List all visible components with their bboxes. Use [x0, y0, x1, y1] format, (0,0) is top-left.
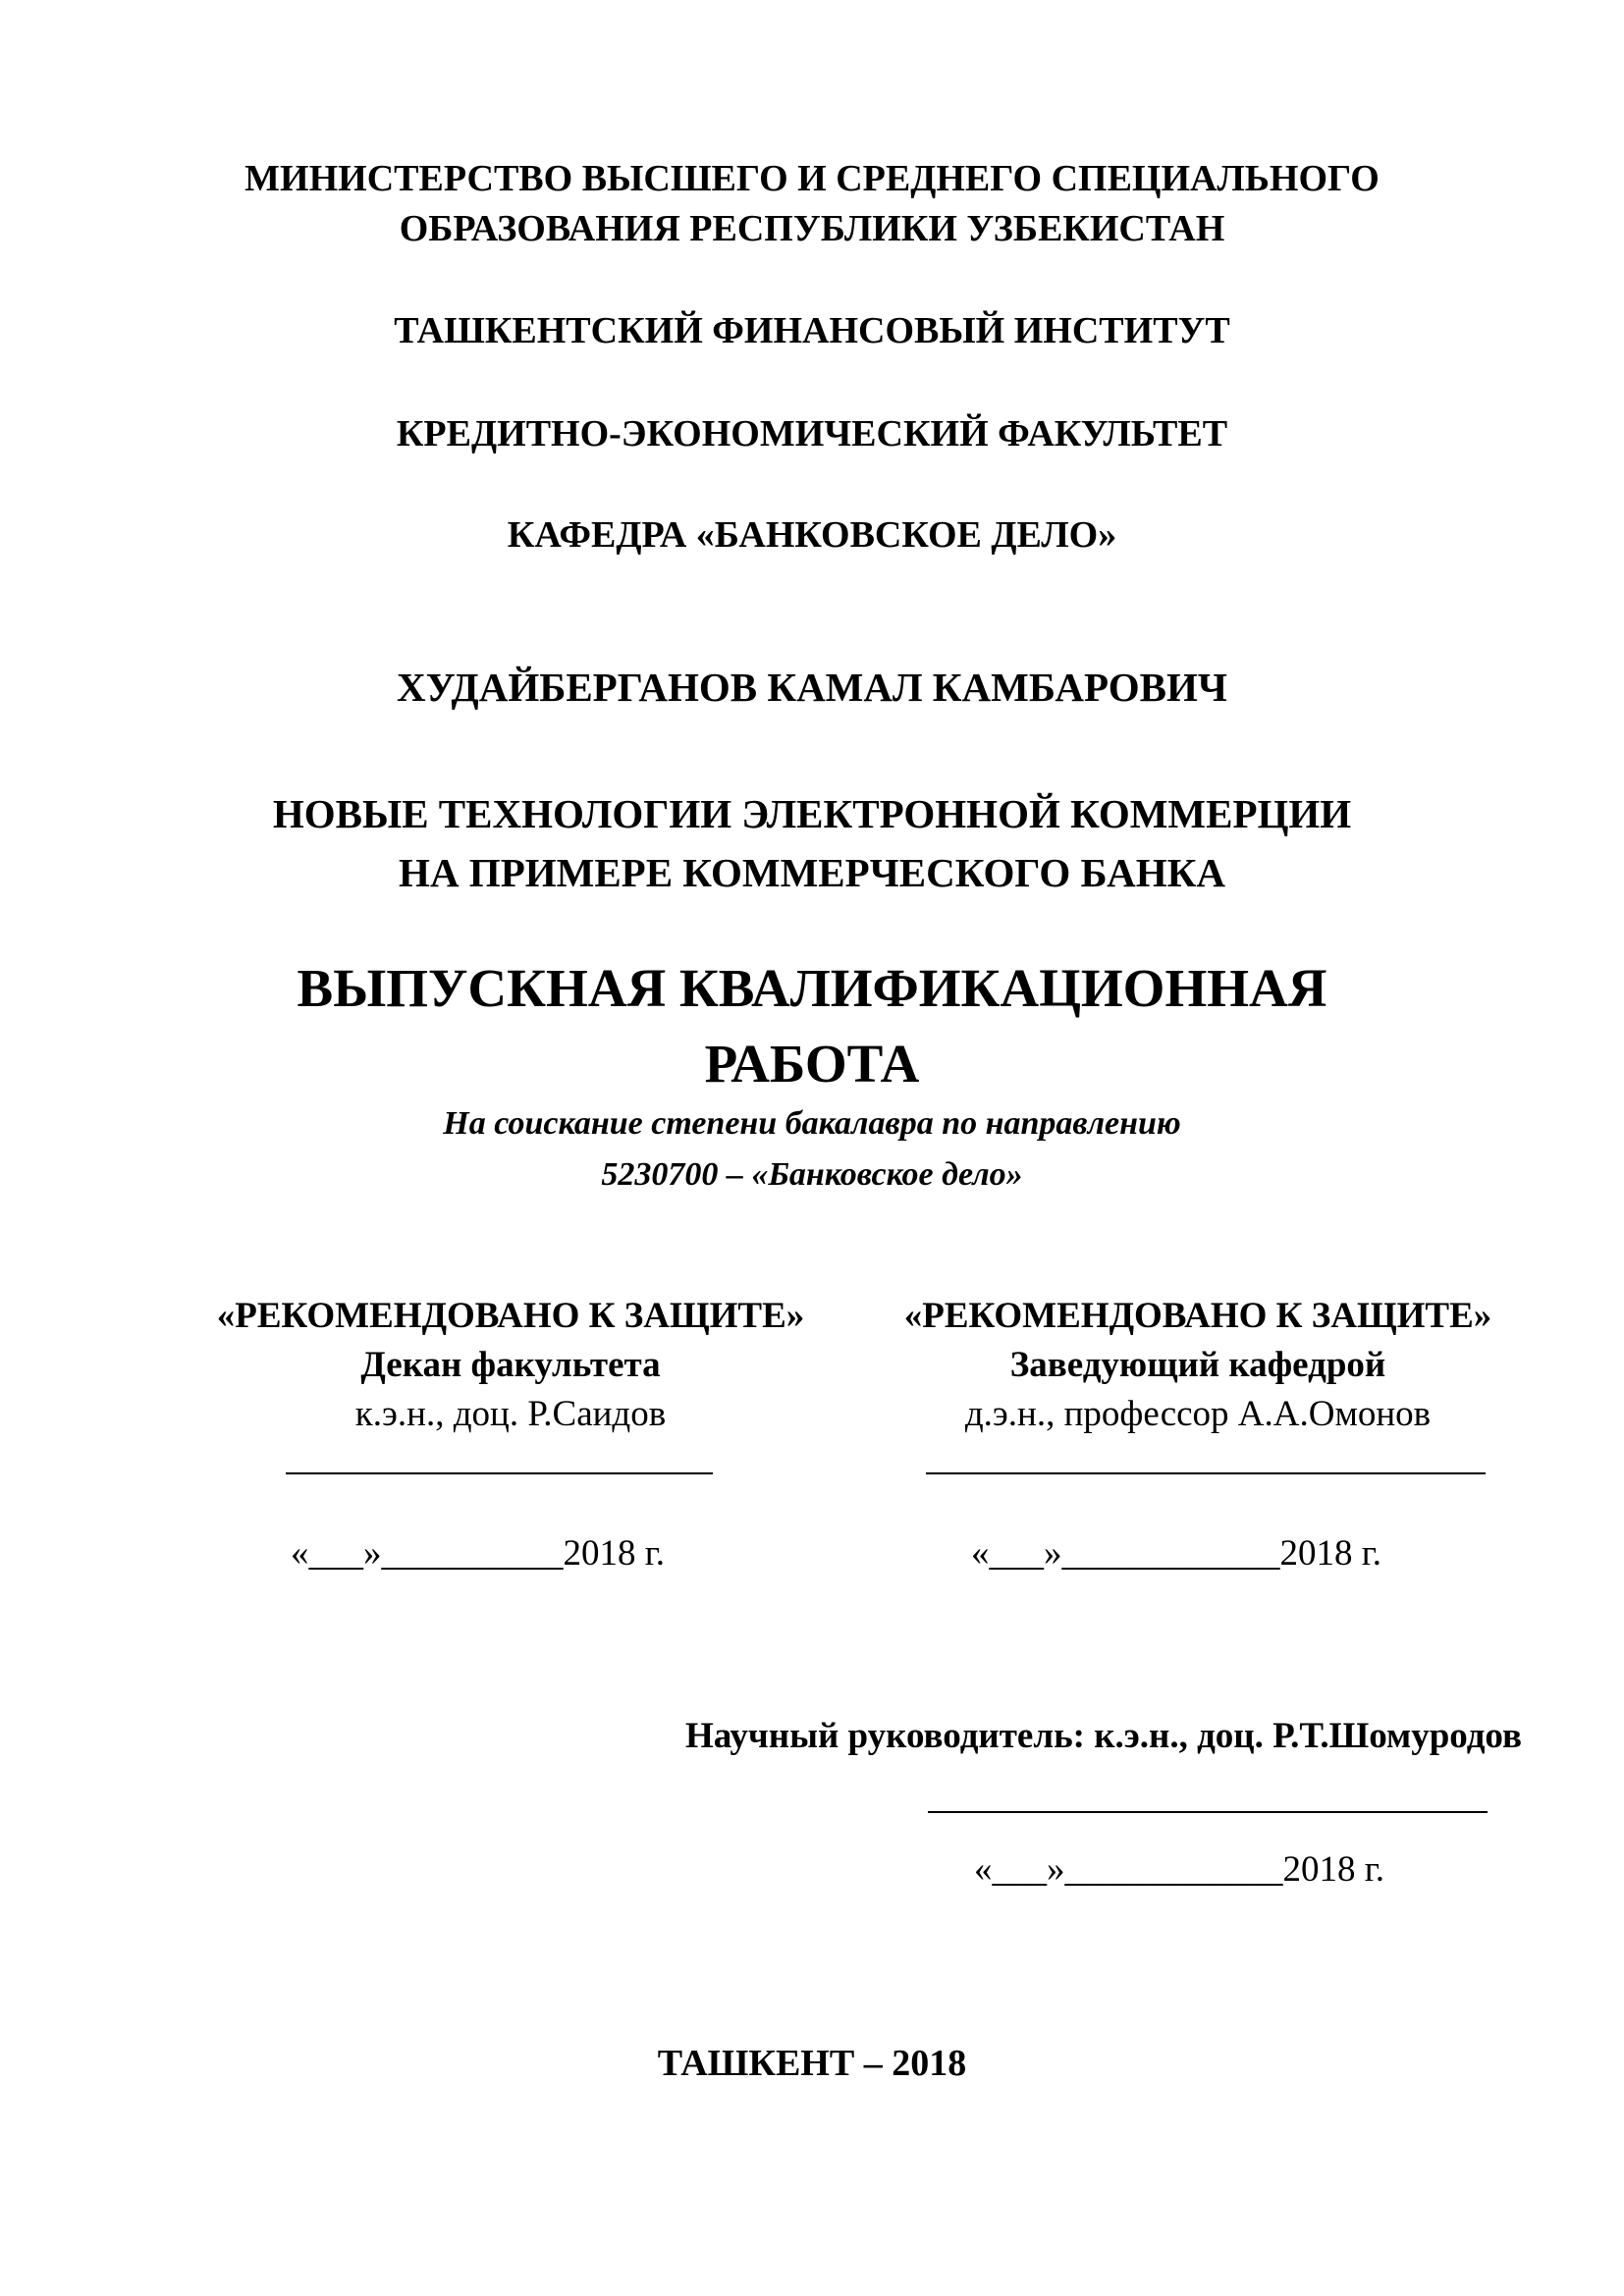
- supervisor-date: «___»____________2018 г.: [974, 1849, 1385, 1890]
- supervisor-label: Научный руководитель: к.э.н., доц. Р.Т.Шомуродов: [684, 1716, 1522, 1756]
- degree-line-1: На соискание степени бакалавра по направлению: [443, 1105, 1181, 1142]
- approval-right-signature-line: [926, 1472, 1486, 1474]
- approval-left-person: к.э.н., доц. Р.Саидов: [354, 1394, 667, 1434]
- topic-line-1: НОВЫЕ ТЕХНОЛОГИИ ЭЛЕКТРОННОЙ КОММЕРЦИИ: [272, 791, 1352, 836]
- department-name: КАФЕДРА «БАНКОВСКОЕ ДЕЛО»: [507, 514, 1117, 556]
- approval-left-date: «___»__________2018 г.: [291, 1533, 666, 1574]
- approval-right-person: д.э.н., профессор А.А.Омонов: [964, 1394, 1432, 1434]
- faculty-name: КРЕДИТНО-ЭКОНОМИЧЕСКИЙ ФАКУЛЬТЕТ: [396, 413, 1228, 454]
- ministry-line-2: ОБРАЗОВАНИЯ РЕСПУБЛИКИ УЗБЕКИСТАН: [399, 208, 1225, 249]
- author-name: ХУДАЙБЕРГАНОВ КАМАЛ КАМБАРОВИЧ: [396, 665, 1228, 710]
- approval-right-date: «___»____________2018 г.: [971, 1533, 1382, 1574]
- city-year: ТАШКЕНТ – 2018: [657, 2043, 967, 2084]
- work-type-line-2: РАБОТА: [704, 1034, 920, 1094]
- work-type-line-1: ВЫПУСКНАЯ КВАЛИФИКАЦИОННАЯ: [297, 958, 1327, 1018]
- approval-left-heading: «РЕКОМЕНДОВАНО К ЗАЩИТЕ»: [216, 1296, 805, 1336]
- approval-right-role: Заведующий кафедрой: [1009, 1345, 1386, 1385]
- ministry-line-1: МИНИСТЕРСТВО ВЫСШЕГО И СРЕДНЕГО СПЕЦИАЛЬНОГО: [244, 158, 1380, 199]
- topic-line-2: НА ПРИМЕРЕ КОММЕРЧЕСКОГО БАНКА: [399, 850, 1225, 895]
- degree-line-2: 5230700 – «Банковское дело»: [601, 1156, 1023, 1193]
- approval-left-role: Декан факультета: [360, 1345, 661, 1385]
- approval-left-signature-line: [286, 1472, 713, 1474]
- approval-right-heading: «РЕКОМЕНДОВАНО К ЗАЩИТЕ»: [903, 1296, 1492, 1336]
- institute-name: ТАШКЕНТСКИЙ ФИНАНСОВЫЙ ИНСТИТУТ: [394, 310, 1230, 351]
- supervisor-signature-line: [928, 1811, 1488, 1813]
